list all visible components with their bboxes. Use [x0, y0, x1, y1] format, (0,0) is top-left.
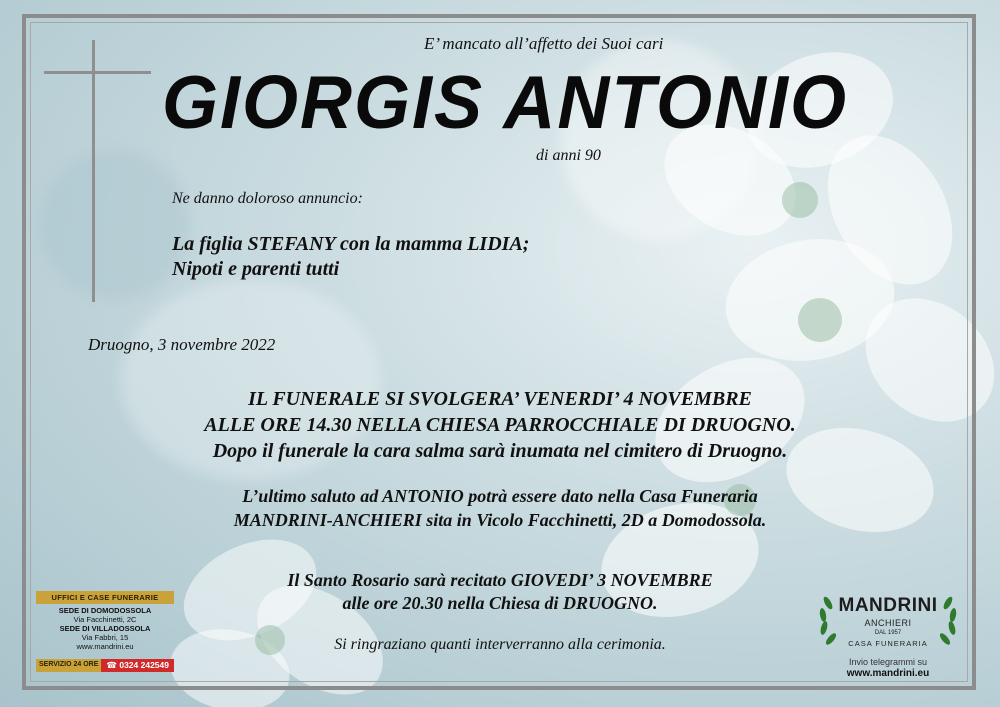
- funeral-line-2: ALLE ORE 14.30 NELLA CHIESA PARROCCHIALE DI DRUOGNO.: [204, 414, 796, 436]
- logo-brand: MANDRINI: [838, 595, 938, 616]
- place-date: Druogno, 3 novembre 2022: [88, 335, 276, 354]
- telegram-note: Invio telegrammi su: [848, 657, 928, 667]
- rosary-line-2: alle ore 20.30 nella Chiesa di DRUOGNO.: [342, 593, 658, 613]
- office-header: UFFICI E CASE FUNERARIE: [36, 591, 174, 604]
- deceased-name: GIORGIS ANTONIO: [162, 61, 849, 145]
- phone-number-text: 0324 242549: [119, 660, 169, 670]
- family-line-2: Nipoti e parenti tutti: [172, 258, 340, 280]
- cross-icon-bar: [44, 71, 151, 74]
- family-line-1: La figlia STEFANY con la mamma LIDIA;: [172, 233, 530, 255]
- sede-1-address: Via Facchinetti, 2C: [73, 615, 137, 624]
- announce-label: Ne danno doloroso annuncio:: [172, 190, 363, 207]
- funeral-line-3: Dopo il funerale la cara salma sarà inumata nel cimitero di Druogno.: [212, 440, 788, 462]
- sede-2-address: Via Fabbri, 15: [81, 633, 129, 642]
- sede-2-title: SEDE DI VILLADOSSOLA: [59, 624, 151, 633]
- office-info-box: [36, 591, 174, 673]
- farewell-line-1: L’ultimo saluto ad ANTONIO potrà essere dato nella Casa Funeraria: [242, 486, 758, 506]
- logo-subtitle: ANCHIERI: [864, 618, 912, 628]
- logo-website: www.mandrini.eu: [846, 668, 930, 679]
- farewell-line-2: MANDRINI-ANCHIERI sita in Vicolo Facchinetti, 2D a Domodossola.: [233, 510, 767, 530]
- rosary-line-1: Il Santo Rosario sarà recitato GIOVEDI’ 3 NOVEMBRE: [287, 570, 713, 590]
- phone-icon: ☎: [106, 660, 120, 670]
- cross-icon: [92, 40, 95, 302]
- funeral-line-1: IL FUNERALE SI SVOLGERA’ VENERDI’ 4 NOVEMBRE: [248, 388, 752, 410]
- logo-kind: CASA FUNERARIA: [848, 639, 928, 648]
- funeral-home-logo: [814, 585, 962, 681]
- service-24h-badge: SERVIZIO 24 ORE: [36, 659, 101, 672]
- phone-number: [101, 659, 174, 672]
- logo-since: DAL 1957: [874, 630, 902, 636]
- age-text: di anni 90: [536, 147, 601, 164]
- sede-1-title: SEDE DI DOMODOSSOLA: [58, 606, 152, 615]
- intro-text: E’ mancato all’affetto dei Suoi cari: [424, 34, 664, 53]
- office-website: www.mandrini.eu: [76, 642, 134, 651]
- thanks-text: Si ringraziano quanti interverranno alla cerimonia.: [334, 636, 666, 653]
